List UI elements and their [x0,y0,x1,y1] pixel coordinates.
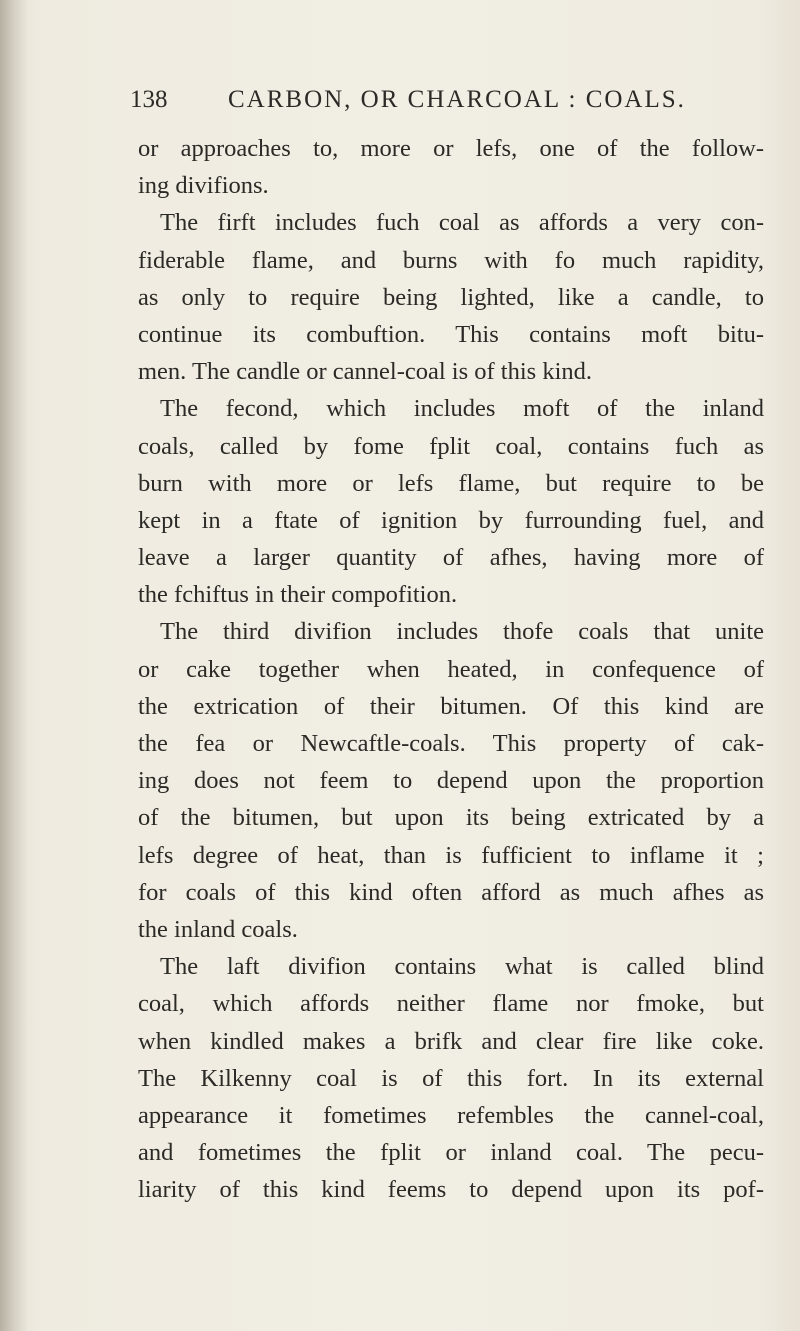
text-line: liarity of this kind feems to depend upon its pof- [138,1176,764,1204]
text-line: and fometimes the fplit or inland coal. The pecu- [138,1139,764,1167]
text-line: or cake together when heated, in confequence of [138,655,764,683]
paragraph-first-line: The third divifion includes thofe coals that unite [160,618,764,646]
text-line: appearance it fometimes refembles the cannel-coal, [138,1101,764,1129]
text-line: ing does not feem to depend upon the proportion [138,767,764,795]
text-line: the fchiftus in their compofition. [138,581,458,609]
paragraph-first-line: The firft includes fuch coal as affords a very con- [160,209,764,237]
text-line: the fea or Newcaftle-coals. This property of cak- [138,730,764,757]
text-line: as only to require being lighted, like a candle, to [138,283,764,311]
binding-shadow [0,0,28,1331]
text-line: continue its combuftion. This contains moft bitu- [138,320,764,348]
paragraph-first-line: The laft divifion contains what is called blind [160,953,764,981]
text-line: lefs degree of heat, than is fufficient to inflame it ; [138,841,764,869]
text-line: coals, called by fome fplit coal, contains fuch as [138,432,764,460]
text-line: of the bitumen, but upon its being extricated by a [138,804,764,832]
text-line: or approaches to, more or lefs, one of the follow- [138,135,764,162]
text-line: the inland coals. [138,915,298,943]
text-line: The Kilkenny coal is of this fort. In its external [138,1064,764,1092]
text-line: kept in a ftate of ignition by furrounding fuel, and [138,506,764,534]
text-line: leave a larger quantity of afhes, having more of [138,544,764,572]
text-line: the extrication of their bitumen. Of this kind are [138,692,764,720]
page-number: 138 [130,86,168,113]
text-line: coal, which affords neither flame nor fmoke, but [138,990,764,1018]
paragraph-first-line: The fecond, which includes moft of the inland [160,395,764,423]
text-line: fiderable flame, and burns with fo much rapidity, [138,246,764,274]
text-line: burn with more or lefs flame, but require to be [138,469,764,497]
text-line: for coals of this kind often afford as much afhes as [138,878,764,906]
body-text [138,130,764,1208]
running-title: CARBON, OR CHARCOAL : COALS. [228,86,686,113]
text-line: men. The candle or cannel-coal is of this kind. [138,358,593,386]
text-line: when kindled makes a brifk and clear fire like coke. [138,1027,764,1055]
running-head [130,86,690,122]
text-line: ing divifions. [138,172,269,200]
